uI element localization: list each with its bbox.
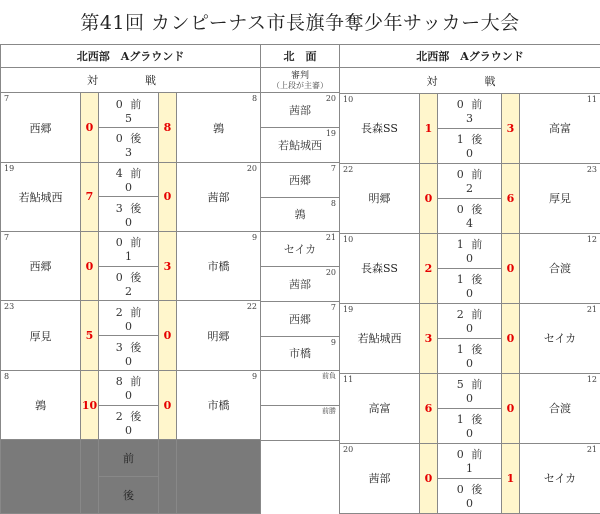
away-score: 0 (159, 162, 177, 231)
away-team-cell (520, 163, 600, 233)
away-team-number: 9 (251, 233, 258, 243)
blank-cell (1, 440, 81, 514)
home-team-number: 11 (343, 374, 354, 384)
home-team-number: 22 (343, 164, 354, 174)
away-team-number: 9 (251, 371, 258, 381)
first-half-score: 8 前 0 (99, 370, 159, 405)
home-team-cell (340, 443, 420, 513)
away-score: 6 (502, 163, 520, 233)
right-column-header: 対 戦 (340, 68, 600, 93)
first-half-score: 2 前 0 (438, 303, 502, 338)
assistant-referee-cell (261, 336, 340, 371)
away-team-cell (520, 303, 600, 373)
home-team-number: 10 (343, 94, 354, 104)
second-half-score: 2 後 0 (99, 405, 159, 440)
home-team-name: 若鮎城西 (18, 190, 63, 204)
chief-referee-team: 茜部 (289, 104, 311, 118)
home-team-name: 長森SS (361, 262, 398, 276)
away-team-name: 厚見 (549, 192, 572, 206)
second-half-score: 0 後 4 (438, 198, 502, 233)
assistant-referee-team: 鶉 (294, 208, 306, 222)
away-team-name: 市橋 (207, 260, 230, 274)
home-team-name: 明郷 (368, 192, 391, 206)
home-score: 7 (81, 162, 99, 231)
away-team-number: 11 (586, 94, 598, 104)
away-team-cell (177, 162, 261, 231)
home-score: 1 (420, 93, 438, 163)
chief-referee-cell (261, 301, 340, 336)
away-team-name: 合渡 (549, 402, 572, 416)
home-team-cell (340, 163, 420, 233)
home-team-cell (340, 93, 420, 163)
away-team-name: 鶉 (213, 121, 225, 135)
away-team-name: 市橋 (207, 399, 230, 413)
first-half-score: 2 前 0 (99, 301, 159, 336)
away-team-cell (520, 443, 600, 513)
referee-number: 9 (330, 337, 336, 347)
chief-referee-cell (261, 162, 340, 197)
first-half-score: 4 前 0 (99, 162, 159, 197)
chief-referee-team: 西郷 (289, 312, 311, 326)
first-half-score: 0 前 5 (99, 93, 159, 128)
home-team-cell (1, 301, 81, 370)
away-team-name: セイカ (543, 332, 577, 346)
home-team-cell (340, 373, 420, 443)
away-team-cell (177, 370, 261, 439)
home-team-name: 鶉 (35, 399, 46, 413)
second-half-score: 1 後 0 (438, 408, 502, 443)
away-team-cell (520, 373, 600, 443)
second-half-score: 0 後 2 (99, 266, 159, 301)
blank-first-half: 前 (99, 440, 159, 477)
chief-referee-cell (261, 371, 340, 406)
away-team-cell (177, 93, 261, 162)
home-team-number: 7 (4, 94, 10, 104)
second-half-score: 0 後 3 (99, 128, 159, 163)
assistant-referee-cell (261, 406, 340, 441)
away-team-cell (520, 93, 600, 163)
referee-number: 21 (325, 233, 336, 243)
right-group-header: 北西部 Aグラウンド (340, 45, 600, 68)
second-half-score: 3 後 0 (99, 197, 159, 232)
away-score: 8 (159, 93, 177, 162)
blank-cell (81, 440, 99, 514)
home-team-number: 19 (4, 163, 15, 173)
referee-number: 19 (325, 129, 336, 139)
referee-number: 8 (330, 198, 336, 208)
assistant-referee-cell (261, 128, 340, 163)
away-team-number: 8 (251, 94, 258, 104)
first-half-score: 1 前 0 (438, 233, 502, 268)
home-team-number: 23 (4, 302, 15, 312)
away-team-number: 22 (246, 302, 258, 312)
away-score: 0 (502, 303, 520, 373)
away-team-number: 12 (586, 234, 598, 244)
away-score: 0 (502, 233, 520, 303)
home-score: 0 (81, 93, 99, 162)
assistant-referee-team: 茜部 (289, 277, 311, 291)
away-team-cell (177, 232, 261, 301)
home-team-number: 19 (343, 304, 354, 314)
home-team-cell (1, 370, 81, 439)
first-half-score: 0 前 1 (99, 232, 159, 267)
home-score: 2 (420, 233, 438, 303)
away-team-name: 合渡 (549, 262, 572, 276)
home-team-number: 20 (343, 444, 354, 454)
away-team-number: 20 (246, 163, 258, 173)
home-team-name: 西郷 (29, 121, 52, 135)
middle-group-header: 北 面 (261, 45, 340, 68)
home-score: 0 (81, 232, 99, 301)
first-half-score: 0 前 2 (438, 163, 502, 198)
chief-referee-team: セイカ (283, 243, 317, 257)
home-team-cell (1, 232, 81, 301)
chief-referee-team: 西郷 (289, 173, 311, 187)
right-bracket-table (339, 44, 600, 514)
home-score: 0 (420, 443, 438, 513)
home-team-number: 10 (343, 234, 354, 244)
left-group-header: 北西部 Aグラウンド (1, 45, 261, 68)
second-half-score: 1 後 0 (438, 338, 502, 373)
referee-header: 審判 (290, 70, 309, 81)
away-team-number: 23 (586, 164, 598, 174)
referee-header-note: （上段が主審） (272, 80, 328, 90)
referee-number: 前勝 (322, 407, 336, 416)
away-team-name: 茜部 (207, 190, 230, 204)
referee-number: 7 (330, 302, 336, 312)
home-team-cell (1, 162, 81, 231)
home-team-name: 若鮎城西 (357, 332, 402, 346)
referee-number: 7 (330, 163, 336, 173)
home-team-name: 茜部 (368, 472, 391, 486)
second-half-score: 1 後 0 (438, 128, 502, 163)
home-team-number: 7 (4, 233, 10, 243)
assistant-referee-cell (261, 197, 340, 232)
home-score: 3 (420, 303, 438, 373)
home-score: 5 (81, 301, 99, 370)
first-half-score: 0 前 1 (438, 443, 502, 478)
away-team-name: 明郷 (207, 329, 230, 343)
home-team-name: 厚見 (29, 329, 52, 343)
second-half-score: 1 後 0 (438, 268, 502, 303)
away-team-number: 12 (586, 374, 598, 384)
blank-second-half: 後 (99, 477, 159, 514)
chief-referee-cell (261, 232, 340, 267)
assistant-referee-cell (261, 267, 340, 302)
away-team-number: 21 (586, 444, 598, 454)
away-team-number: 21 (586, 304, 598, 314)
home-team-cell (340, 303, 420, 373)
second-half-score: 3 後 0 (99, 336, 159, 371)
away-team-name: セイカ (543, 472, 577, 486)
away-score: 1 (502, 443, 520, 513)
home-team-name: 高富 (368, 402, 391, 416)
home-team-name: 西郷 (29, 260, 52, 274)
referee-table (260, 44, 340, 514)
assistant-referee-team: 市橋 (289, 347, 311, 361)
away-score: 0 (159, 370, 177, 439)
referee-number: 前負 (322, 372, 336, 381)
referee-number: 20 (325, 268, 336, 278)
page-title: 第41回 カンピーナス市長旗争奪少年サッカー大会 (80, 12, 520, 34)
first-half-score: 5 前 0 (438, 373, 502, 408)
away-team-cell (520, 233, 600, 303)
chief-referee-cell (261, 93, 340, 128)
away-team-cell (177, 301, 261, 370)
home-team-name: 長森SS (361, 122, 398, 136)
home-team-cell (340, 233, 420, 303)
away-score: 3 (159, 232, 177, 301)
assistant-referee-team: 若鮎城西 (278, 139, 322, 153)
blank-cell (261, 440, 340, 514)
first-half-score: 0 前 3 (438, 93, 502, 128)
home-team-cell (1, 93, 81, 162)
left-bracket-table (0, 44, 261, 514)
second-half-score: 0 後 0 (438, 478, 502, 513)
away-score: 3 (502, 93, 520, 163)
blank-cell (159, 440, 177, 514)
away-score: 0 (159, 301, 177, 370)
home-score: 0 (420, 163, 438, 233)
away-score: 0 (502, 373, 520, 443)
referee-number: 20 (325, 94, 336, 104)
home-score: 10 (81, 370, 99, 439)
blank-cell (177, 440, 261, 514)
home-team-number: 8 (4, 371, 10, 381)
left-column-header: 対 戦 (1, 68, 261, 93)
home-score: 6 (420, 373, 438, 443)
away-team-name: 高富 (549, 122, 572, 136)
